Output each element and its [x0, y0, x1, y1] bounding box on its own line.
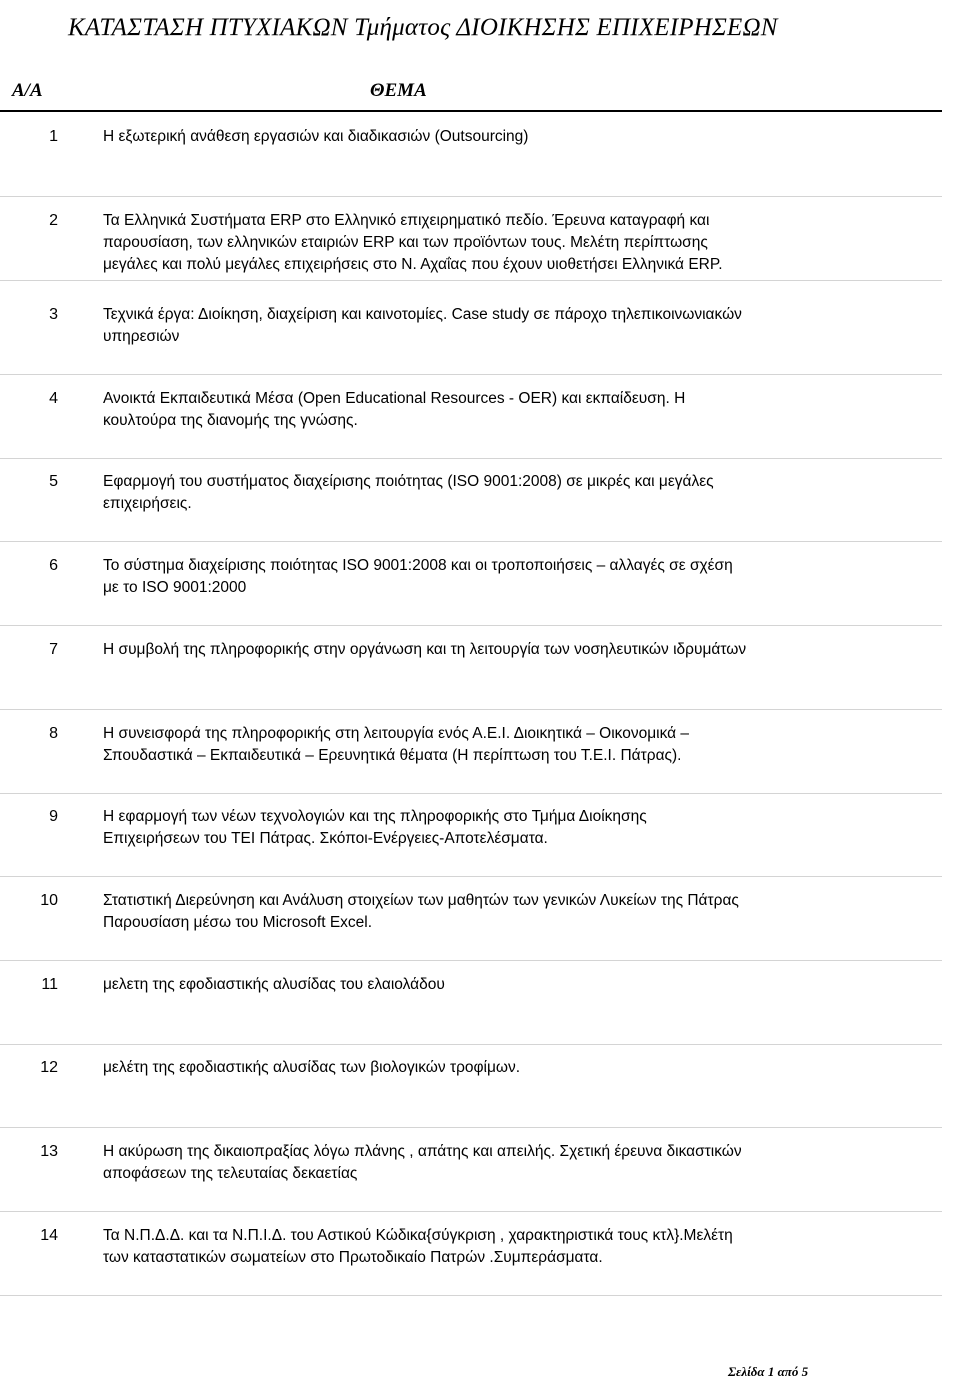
row-number: 2 [49, 212, 58, 229]
table-header [0, 76, 942, 112]
row-topic: μελετη της εφοδιαστικής αλυσίδας του ελαιολάδου [103, 976, 445, 993]
table-row [0, 541, 942, 626]
row-number: 10 [40, 892, 58, 909]
table-row [0, 457, 942, 542]
row-topic: Η εξωτερική ανάθεση εργασιών και διαδικασιών (Outsourcing) [103, 128, 529, 145]
row-number: 5 [49, 473, 58, 490]
row-topic: Στατιστική Διερεύνηση και Ανάλυση στοιχείων των μαθητών των γενικών Λυκείων της Πάτρας Παρουσίαση μέσω του Microsoft Excel. [103, 892, 739, 931]
table-row [0, 709, 942, 794]
table-row [0, 1043, 942, 1128]
row-number: 11 [41, 976, 58, 993]
row-topic: Εφαρμογή του συστήματος διαχείρισης ποιότητας (ISO 9001:2008) σε μικρές και μεγάλες επιχειρήσεις. [103, 473, 714, 512]
row-number: 13 [40, 1143, 58, 1160]
table-row [0, 876, 942, 961]
row-topic: Η συνεισφορά της πληροφορικής στη λειτουργία ενός Α.Ε.Ι. Διοικητικά – Οικονομικά – Σπουδαστικά – Εκπαιδευτικά – Ερευνητικά θέματα (Η περίπτωση του Τ.Ε.Ι. Πάτρας). [103, 725, 690, 764]
row-topic: Το σύστημα διαχείρισης ποιότητας ISO 9001:2008 και οι τροποποιήσεις – αλλαγές σε σχέση με το ISO 9001:2000 [103, 557, 733, 596]
row-topic: Τα Ν.Π.Δ.Δ. και τα Ν.Π.Ι.Δ. του Αστικού Κώδικα{σύγκριση , χαρακτηριστικά τους κτλ}.Μελέτη των καταστατικών σωματείων στο Πρωτοδικαίο Πατρών .Συμπεράσματα. [103, 1227, 733, 1266]
page-title: ΚΑΤΑΣΤΑΣΗ ΠΤΥΧΙΑΚΩΝ Τμήματος ΔΙΟΙΚΗΣΗΣ ΕΠΙΧΕΙΡΗΣΕΩΝ [68, 14, 778, 41]
row-number: 7 [49, 641, 58, 658]
table-row [0, 196, 942, 281]
table-row [0, 1127, 942, 1212]
table-row [0, 960, 942, 1045]
table-row [0, 112, 942, 197]
row-topic: Τεχνικά έργα: Διοίκηση, διαχείριση και καινοτομίες. Case study σε πάροχο τηλεπικοινωνιακών υπηρεσιών [103, 306, 742, 345]
row-number: 1 [49, 128, 58, 145]
header-number: Α/Α [12, 80, 43, 101]
row-number: 9 [49, 808, 58, 825]
header-topic: ΘΕΜΑ [370, 80, 427, 101]
row-topic: Η εφαρμογή των νέων τεχνολογιών και της πληροφορικής στο Τμήμα Διοίκησης Επιχειρήσεων του ΤΕΙ Πάτρας. Σκόποι-Ενέργειες-Αποτελέσματα. [103, 808, 647, 847]
page-number: Σελίδα 1 από 5 [728, 1364, 809, 1379]
row-topic: Ανοικτά Εκπαιδευτικά Μέσα (Open Educational Resources - OER) και εκπαίδευση. Η κουλτούρα της διανομής της γνώσης. [103, 390, 686, 429]
row-number: 6 [49, 557, 58, 574]
table-row [0, 374, 942, 459]
row-topic: Τα Ελληνικά Συστήματα ERP στο Ελληνικό επιχειρηματικό πεδίο. Έρευνα καταγραφή και παρουσίαση, των ελληνικών εταιριών ERP και των προϊόντων τους. Μελέτη περίπτωσης μεγάλες και πολύ μεγάλες επιχειρήσεις στο Ν. Αχαΐας που έχουν υιοθετήσει Ελληνικά ERP. [103, 212, 723, 273]
row-topic: Η συμβολή της πληροφορικής στην οργάνωση και τη λειτουργία των νοσηλευτικών ιδρυμάτων [103, 641, 747, 658]
table-row [0, 792, 942, 877]
table-row [0, 625, 942, 710]
table-row [0, 1211, 942, 1296]
row-topic: Η ακύρωση της δικαιοπραξίας λόγω πλάνης , απάτης και απειλής. Σχετική έρευνα δικαστικών αποφάσεων της τελευταίας δεκαετίας [103, 1143, 742, 1182]
row-number: 14 [40, 1227, 58, 1244]
table-row [0, 290, 942, 375]
row-number: 3 [49, 306, 58, 323]
row-topic: μελέτη της εφοδιαστικής αλυσίδας των βιολογικών τροφίμων. [103, 1059, 521, 1076]
row-number: 8 [49, 725, 58, 742]
row-number: 4 [49, 390, 58, 407]
row-number: 12 [40, 1059, 58, 1076]
